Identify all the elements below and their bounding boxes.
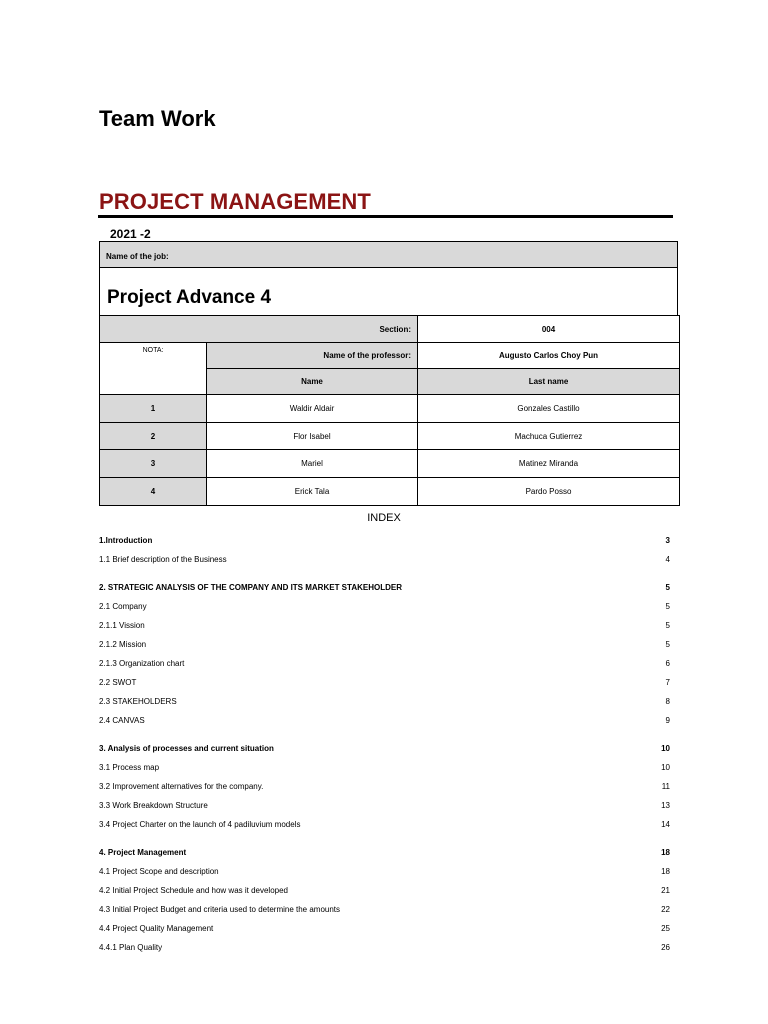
toc-page: 13	[661, 801, 670, 810]
toc-label: 2.4 CANVAS	[99, 716, 145, 725]
toc-page: 18	[661, 867, 670, 876]
toc-label: 2.1.2 Mission	[99, 640, 147, 649]
member-name: Erick Tala	[207, 478, 418, 506]
job-label: Name of the job:	[100, 242, 677, 268]
toc-label: 4.1 Project Scope and description	[99, 867, 219, 876]
toc-entry[interactable]	[99, 905, 670, 917]
toc-label: 3.1 Process map	[99, 763, 160, 772]
toc-label: 2.2 SWOT	[99, 678, 137, 687]
toc-page: 11	[661, 782, 670, 791]
toc-entry[interactable]	[99, 583, 670, 595]
toc-page: 5	[665, 602, 670, 611]
job-name: Project Advance 4	[107, 287, 272, 308]
toc-entry[interactable]	[99, 886, 670, 898]
col-lastname-header: Last name	[418, 369, 680, 395]
job-box	[99, 241, 678, 316]
section-value: 004	[418, 316, 680, 343]
member-lastname: Machuca Gutierrez	[418, 423, 680, 450]
toc-entry[interactable]	[99, 801, 670, 813]
toc-entry[interactable]	[99, 621, 670, 633]
toc-entry[interactable]	[99, 640, 670, 652]
member-row	[100, 395, 680, 423]
nota-cell: NOTA:	[100, 343, 207, 395]
toc-page: 26	[661, 943, 670, 952]
toc-entry[interactable]	[99, 943, 670, 955]
toc-page: 5	[665, 621, 670, 630]
member-lastname: Pardo Posso	[418, 478, 680, 506]
member-row	[100, 423, 680, 450]
toc-entry[interactable]	[99, 555, 670, 567]
toc-entry[interactable]	[99, 678, 670, 690]
section-label: Section:	[100, 316, 418, 343]
toc-page: 5	[665, 583, 670, 592]
member-lastname: Gonzales Castillo	[418, 395, 680, 423]
toc-label: 4.3 Initial Project Budget and criteria used to determine the amounts	[99, 905, 341, 914]
toc-label: 2.1 Company	[99, 602, 147, 611]
toc-label: 3.4 Project Charter on the launch of 4 padiluvium models	[99, 820, 301, 829]
toc-label: 1.1 Brief description of the Business	[99, 555, 227, 564]
toc-entry[interactable]	[99, 763, 670, 775]
toc-label: 3.2 Improvement alternatives for the company.	[99, 782, 264, 791]
toc-page: 5	[665, 640, 670, 649]
toc-label: 2. STRATEGIC ANALYSIS OF THE COMPANY AND ITS MARKET STAKEHOLDER	[99, 583, 402, 592]
member-name: Flor Isabel	[207, 423, 418, 450]
member-number: 2	[100, 423, 207, 450]
toc-page: 10	[661, 763, 670, 772]
toc-label: 3.3 Work Breakdown Structure	[99, 801, 208, 810]
member-number: 4	[100, 478, 207, 506]
toc-page: 4	[665, 555, 670, 564]
toc-entry[interactable]	[99, 697, 670, 709]
professor-label: Name of the professor:	[207, 343, 418, 369]
toc-page: 9	[665, 716, 670, 725]
team-work-heading: Team Work	[99, 106, 216, 131]
member-name: Mariel	[207, 450, 418, 478]
info-table	[99, 315, 680, 506]
academic-period: 2021 -2	[110, 227, 151, 241]
toc-entry[interactable]	[99, 716, 670, 728]
toc-label: 4.4 Project Quality Management	[99, 924, 214, 933]
section-row	[100, 316, 680, 343]
toc-label: 2.3 STAKEHOLDERS	[99, 697, 177, 706]
toc-page: 7	[665, 678, 670, 687]
toc-page: 21	[661, 886, 670, 895]
toc-entry[interactable]	[99, 848, 670, 860]
toc-entry[interactable]	[99, 744, 670, 756]
toc-label: 1.Introduction	[99, 536, 153, 545]
toc-label: 4. Project Management	[99, 848, 187, 857]
member-row	[100, 478, 680, 506]
col-name-header: Name	[207, 369, 418, 395]
member-name: Waldir Aldair	[207, 395, 418, 423]
toc-label: 2.1.1 Vission	[99, 621, 145, 630]
toc-label: 4.4.1 Plan Quality	[99, 943, 163, 952]
toc-page: 14	[661, 820, 670, 829]
toc-label: 2.1.3 Organization chart	[99, 659, 185, 668]
index-title: INDEX	[367, 512, 401, 524]
toc-page: 18	[661, 848, 670, 857]
toc-page: 22	[661, 905, 670, 914]
title-underline	[98, 215, 673, 218]
toc-entry[interactable]	[99, 867, 670, 879]
toc-page: 10	[661, 744, 670, 753]
toc-entry[interactable]	[99, 782, 670, 794]
member-number: 1	[100, 395, 207, 423]
professor-value: Augusto Carlos Choy Pun	[418, 343, 680, 369]
toc-entry[interactable]	[99, 536, 670, 548]
member-number: 3	[100, 450, 207, 478]
toc-label: 4.2 Initial Project Schedule and how was it developed	[99, 886, 289, 895]
toc-page: 6	[665, 659, 670, 668]
professor-row	[100, 343, 680, 369]
member-lastname: Matinez Miranda	[418, 450, 680, 478]
toc-entry[interactable]	[99, 602, 670, 614]
toc-page: 25	[661, 924, 670, 933]
toc-entry[interactable]	[99, 659, 670, 671]
toc-entry[interactable]	[99, 820, 670, 832]
toc-page: 3	[665, 536, 670, 545]
member-row	[100, 450, 680, 478]
toc-label: 3. Analysis of processes and current situation	[99, 744, 274, 753]
toc-page: 8	[665, 697, 670, 706]
course-title: PROJECT MANAGEMENT	[99, 189, 371, 214]
toc-entry[interactable]	[99, 924, 670, 936]
